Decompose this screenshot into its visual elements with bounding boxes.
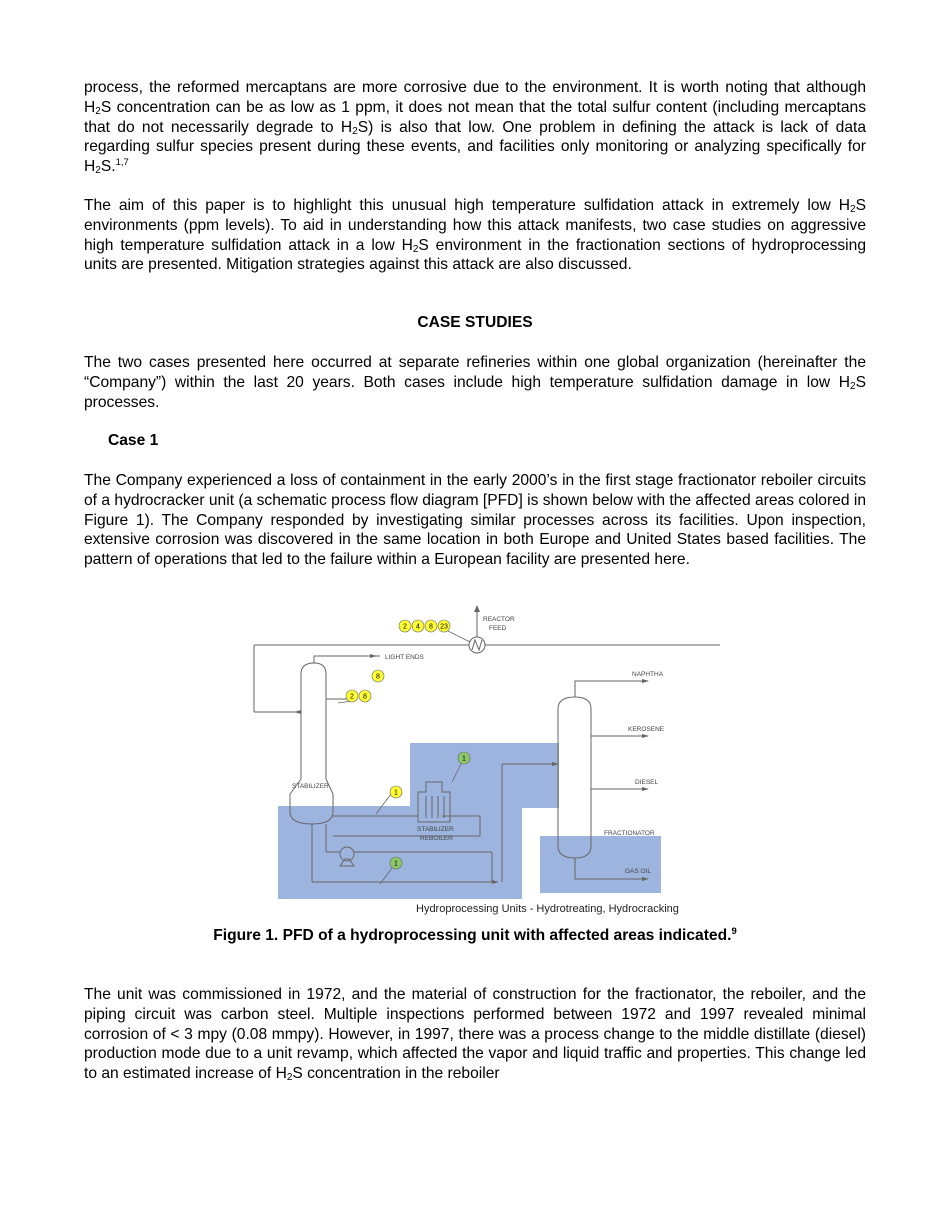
reference-superscript: 9 [731, 926, 737, 937]
pfd-figure [230, 604, 722, 920]
label-kerosene: KEROSENE [628, 726, 665, 733]
marker-feed-2: 4 [416, 623, 420, 631]
marker-feed-1: 2 [403, 623, 407, 631]
paragraph-aim: The aim of this paper is to highlight this unusual high temperature sulfidation attack in extremely low $H_2S$ environments (ppm levels). To aid in understanding how this attack manifests, two case studies on aggressive high temperature sulfidation attack in a low $H_2S$ environment in the fractionation sections of hydroprocessing units are presented. Mitigation strategies against this attack are also discussed. [84, 197, 866, 274]
stabilizer-column [290, 663, 333, 824]
marker-overhead-2: 8 [363, 693, 367, 701]
label-reactor-feed-1: REACTOR [483, 616, 515, 623]
fractionator-column [558, 697, 591, 858]
marker-feed-3: 8 [429, 623, 433, 631]
paragraph-unit-history: The unit was commissioned in 1972, and the material of construction for the fractionator, the reboiler, and the piping circuit was carbon steel. Multiple inspections performed between 1972 and 1997 revealed minimal corrosion of < 3 mpy (0.08 mmpy). However, in 1997, there was a process change to the middle distillate (diesel) production mode due to a unit revamp, which affected the vapor and liquid traffic and properties. This change led to an estimated increase of $H_2S$ concentration in the reboiler [84, 986, 866, 1084]
paragraph-case-1: The Company experienced a loss of containment in the early 2000’s in the first stage fractionator reboiler circuits of a hydrocracker unit (a schematic process flow diagram [PFD] is shown below with the affected areas colored in Figure 1). The Company responded by investigating similar processes across its facilities. Upon inspection, extensive corrosion was discovered in the same location in both Europe and United States based facilities. The pattern of operations that led to the failure within a European facility are presented here. [84, 472, 866, 569]
label-stabilizer: STABILIZER [292, 783, 329, 790]
marker-overhead-1: 2 [350, 693, 354, 701]
label-naphtha: NAPHTHA [632, 671, 664, 678]
figure-caption: Figure 1. PFD of a hydroprocessing unit with affected areas indicated.$^9$ [213, 926, 737, 944]
label-gas-oil: GAS OIL [625, 868, 652, 875]
label-fractionator: FRACTIONATOR [604, 830, 655, 837]
paragraph-intro-continued: process, the reformed mercaptans are more corrosive due to the environment. It is worth noting that although $H_2S$ concentration can be as low as 1 ppm, it does not mean that the total sulfur content (including mercaptans that do not necessarily degrade to $H_2S$) is also that low. One problem in defining the attack is lack of data regarding sulfur species present during these events, and facilities only monitoring or analyzing specifically for $H_2S.^{1,7}$ [84, 79, 866, 177]
reference-superscript: 1,7 [115, 157, 129, 169]
marker-light-ends: 8 [376, 673, 380, 681]
label-reboiler-2: REBOILER [420, 835, 453, 842]
marker-feed-4: 23 [440, 623, 448, 631]
subsection-heading-case-1: Case 1 [108, 432, 159, 449]
marker-reboiler-yellow: 1 [394, 789, 398, 797]
marker-pump-green: 1 [394, 860, 398, 868]
label-reactor-feed-2: FEED [489, 625, 507, 632]
label-diesel: DIESEL [635, 779, 659, 786]
diagram-caption: Hydroprocessing Units - Hydrotreating, Hydrocracking [416, 903, 679, 915]
label-light-ends: LIGHT ENDS [385, 654, 424, 661]
paragraph-cases-intro: The two cases presented here occurred at separate refineries within one global organization (hereinafter the “Company”) within the last 20 years. Both cases include high temperature sulfidation damage in low $H_2S$ processes. [84, 354, 866, 411]
label-reboiler-1: STABILIZER [417, 826, 454, 833]
section-heading-case-studies: CASE STUDIES [417, 314, 533, 331]
marker-reboiler-green: 1 [462, 755, 466, 763]
feed-exchanger [469, 637, 485, 653]
